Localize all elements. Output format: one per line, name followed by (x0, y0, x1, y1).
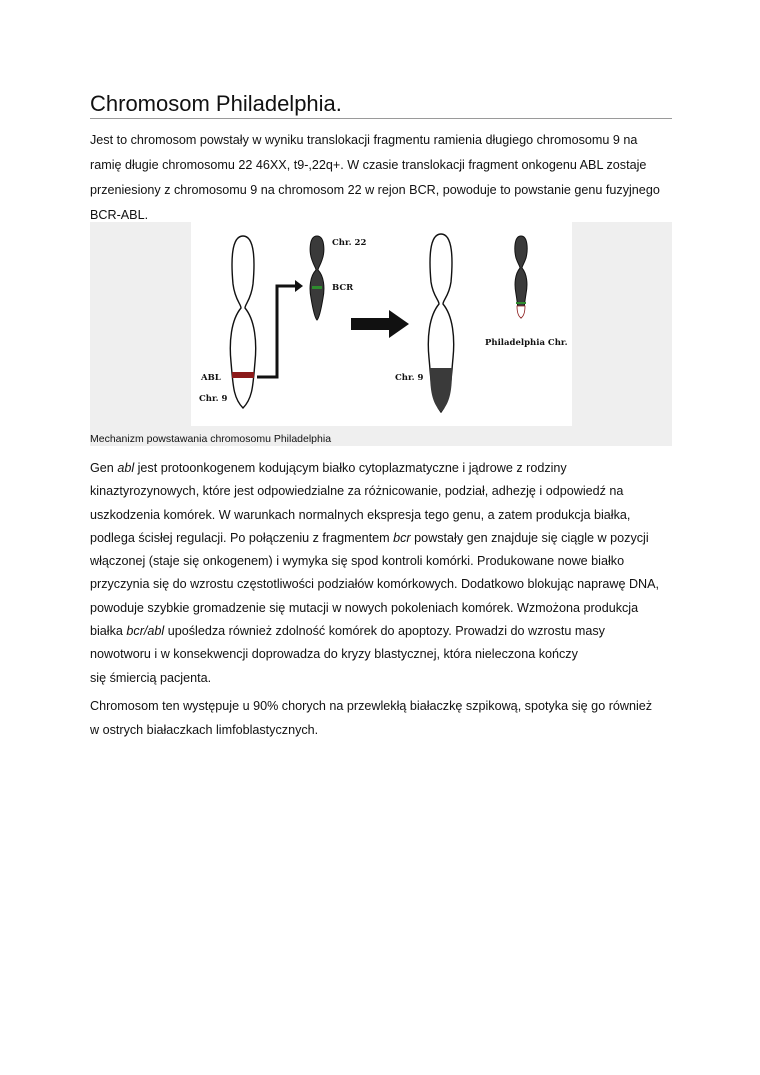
figure-panel (90, 222, 672, 446)
abl-band (232, 372, 254, 378)
page-title: Chromosom Philadelphia. (90, 90, 672, 119)
gene-name: abl (117, 461, 135, 475)
occurrence-paragraph (90, 695, 672, 742)
translocation-diagram (191, 222, 572, 426)
text-span: białka (90, 624, 127, 639)
text-span: jest protoonkogenem kodującym białko cytoplazmatyczne i jądrowe z rodziny (134, 461, 567, 475)
intro-line: ramię długie chromosomu 22 46XX, t9-,22q+. W czasie translokacji fragment onkogenu ABL zostaje (90, 158, 647, 172)
text-line: przyczynia się do wzrostu częstotliwości podziałów komórkowych. Dodatkowo blokując naprawę DNA, (90, 577, 660, 592)
gene-name: bcr (393, 530, 411, 545)
chromosome-22 (310, 236, 324, 320)
translocation-arrowhead (295, 280, 303, 292)
figure-caption: Mechanizm powstawania chromosomu Philadelphia (90, 433, 332, 445)
chr9-right-label: Chr. 9 (395, 373, 424, 383)
bcr-band (312, 286, 322, 289)
text-span: upośledza również zdolność komórek do apoptozy. Prowadzi do wzrostu masy (164, 624, 605, 639)
abl-label: ABL (201, 373, 221, 383)
intro-line: Jest to chromosom powstały w wyniku translokacji fragmentu ramienia długiego chromosomu 9 na (90, 133, 638, 147)
translocation-line (257, 286, 295, 377)
text-span: podlega ścisłej regulacji. Po połączeniu z fragmentem (90, 530, 394, 545)
chromosome-9-left (230, 236, 255, 408)
text-span: Gen (90, 461, 118, 475)
text-line: kinaztyrozynowych, które jest odpowiedzialne za różnicowanie, podział, adhezję i odpowiedź na (90, 484, 624, 499)
result-arrow (351, 310, 409, 338)
intro-line: BCR-ABL. (90, 208, 149, 222)
text-line: powoduje szybkie gromadzenie się mutacji w nowych pokoleniach komórek. Wzmożona produkcja (90, 600, 639, 615)
text-line: włączonej (staje się onkogenem) i wymyka się spod kontroli komórki. Produkowane nowe białko (90, 554, 625, 569)
bcr-label: BCR (332, 283, 354, 293)
chr9-left-label: Chr. 9 (199, 394, 228, 404)
abl-description-paragraph (90, 457, 672, 690)
gene-name: bcr/abl (126, 624, 165, 639)
text-line: Chromosom ten występuje u 90% chorych na przewlekłą białaczkę szpikową, spotyka się go również (90, 699, 653, 713)
text-line: w ostrych białaczkach limfoblastycznych. (90, 722, 319, 737)
intro-paragraph (90, 128, 672, 228)
text-line: uszkodzenia komórek. W warunkach normalnych ekspresja tego genu, a zatem produkcja białka, (90, 507, 631, 522)
diagram-svg (191, 222, 572, 426)
intro-line: przeniesiony z chromosomu 9 na chromosom 22 w rejon BCR, powoduje to powstanie genu fuzyjnego (90, 183, 660, 197)
philadelphia-abl-part (517, 306, 525, 318)
text-line: nowotworu i w konsekwencji doprowadza do kryzy blastycznej, która nieleczona kończy (90, 647, 578, 662)
philadelphia-label: Philadelphia Chr. (485, 338, 568, 348)
text-span: powstały gen znajduje się ciągle w pozycji (410, 530, 649, 545)
chromosome-9-right-dark (430, 368, 452, 412)
text-line: się śmiercią pacjenta. (90, 670, 212, 685)
philadelphia-bcr-band (516, 302, 526, 304)
chr22-label: Chr. 22 (332, 238, 367, 248)
